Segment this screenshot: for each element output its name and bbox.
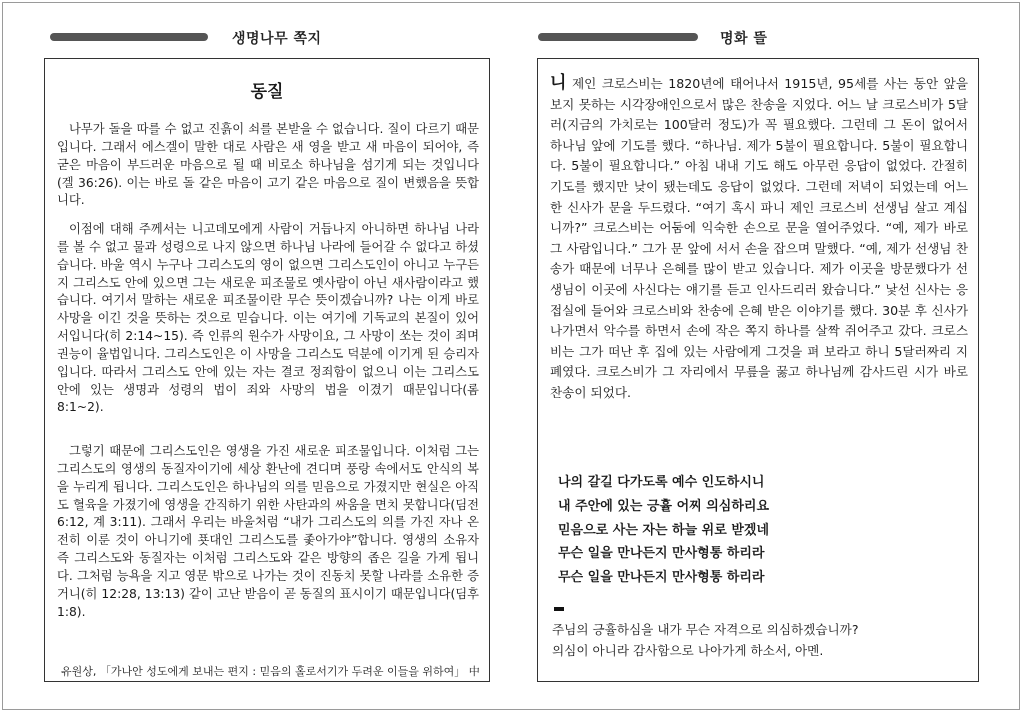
story-drop-cap: 니	[550, 73, 567, 93]
prayer-line: 의심이 아니라 감사함으로 나아가게 하소서, 아멘.	[552, 643, 824, 658]
section-label-left: 생명나무 쪽지	[232, 31, 322, 47]
prayer-line: 주님의 긍휼하심을 내가 무슨 자격으로 의심하겠습니까?	[552, 622, 859, 637]
article-title: 동질	[250, 82, 284, 102]
left-article-box	[44, 58, 490, 682]
article-paragraph-2: 이점에 대해 주께서는 니고데모에게 사람이 거듭나지 아니하면 하나님 나라를 볼 수 없고 물과 성령으로 나지 않으면 하나님 나라에 들어갈 수 없다고 하셨습니다. 바울 역시 누구나 그리스도의 영이 없으면 그리스도인이 아니고 누구든지 그리스도 안에 있으면 그는 새로운 피조물로 옛사람이 아닌 새사람이라고 했습니다. 여기서 말하는 새로운 피조물이란 무슨 뜻이겠습니까? 나는 이게 바로 사망을 이긴 것을 뜻하는 것으로 믿습니다. 이는 여기에 기독교의 본질이 있어서입니다(히 2:14~15). 즉 인류의 원수가 사망이요, 그 사망이 쏘는 것이 죄며 권능이 율법입니다. 그리스도인은 이 사망을 그리스도 덕분에 이기게 된 승리자입니다. 따라서 그리스도 안에 있는 자는 결코 정죄함이 없으니 이는 그리스도 안에 있는 생명과 성령의 법이 죄와 사망의 법을 이겼기 때문입니다(롬 8:1~2).	[57, 222, 479, 415]
hymn-lyrics	[558, 471, 769, 590]
story-body: 제인 크로스비는 1820년에 태어나서 1915년, 95세를 사는 동안 앞을 보지 못하는 시각장애인으로서 많은 찬송을 지었다. 어느 날 크로스비가 5달러(지금의 가치로는 100달러 정도)가 꼭 필요했다. 그런데 그 돈이 없어서 하나님 앞에 기도를 했다. “하나님. 제가 5불이 필요합니다. 5불이 필요합니다. 5불이 필요합니다.” 아침 내내 기도 해도 아무런 응답이 없었다. 간절히 기도를 했지만 낮이 됐는데도 응답이 없었다. 그런데 저녁이 되었는데 어느 한 신사가 문을 두드렸다. “여기 혹시 파니 제인 크로스비 선생님 살고 계십니까?” 크로스비는 어둠에 익숙한 손으로 문을 열어주었다. “예, 제가 바로 그 사람입니다.” 그가 문 앞에 서서 손을 잡으며 말했다. “예, 제가 선생님 찬송가 때문에 너무나 은혜를 많이 받고 있습니다. 제가 이곳을 방문했다가 선생님이 이곳에 사신다는 얘기를 듣고 인사드리러 왔습니다.” 낯선 신사는 응접실에 들어와 크로스비와 찬송에 은혜 받은 이야기를 했다. 30분 후 신사가 나가면서 악수를 하면서 손에 작은 쪽지 하나를 살짝 쥐어주고 갔다. 크로스비는 그가 떠난 후 집에 있는 사람에게 그것을 펴 보라고 하니 5달러짜리 지폐였다. 크로스비가 그 자리에서 무릎을 꿇고 하나님께 감사드린 시가 바로 찬송이 되었다.	[550, 76, 968, 400]
hymn-line: 무슨 일을 만나든지 만사형통 하리라	[558, 546, 765, 562]
section-label-right: 명화 뜰	[720, 31, 768, 47]
article-paragraph-3: 그렇기 때문에 그리스도인은 영생을 가진 새로운 피조물입니다. 이처럼 그는 그리스도의 영생의 동질자이기에 세상 환난에 견디며 풍랑 속에서도 안식의 복을 누리게 됩니다. 그리스도인은 하나님의 의를 믿음으로 가졌지만 현실은 아직도 혈육을 가졌기에 영생을 간직하기 위한 사탄과의 싸움을 면치 못합니다(딤전 6:12, 계 3:11). 그래서 우리는 바울처럼 “내가 그리스도의 의를 가진 자나 온전히 이룬 것이 아니기에 푯대인 그리스도를 좇아가야”합니다. 영생의 소유자 즉 그리스도와 동질자는 이처럼 그리스도와 같은 방향의 좁은 길을 가게 됩니다. 그처럼 능욕을 지고 영문 밖으로 나가는 것이 진동치 못할 나라를 소유한 증거니(히 12:28, 13:13) 같이 고난 받음이 곧 동질의 표시이기 때문입니다(딤후 1:8).	[57, 444, 479, 619]
hymn-line: 내 주안에 있는 긍휼 어찌 의심하리요	[558, 498, 769, 514]
hymn-line: 믿음으로 사는 자는 하늘 위로 받겠네	[558, 522, 769, 538]
hymn-line: 무슨 일을 만나든지 만사형통 하리라	[558, 570, 765, 586]
header-bar-right	[538, 33, 698, 41]
article-source: 유원상, 「가나안 성도에게 보내는 편지 : 믿음의 홀로서기가 두려운 이들을 위하여」 中	[61, 665, 480, 678]
prayer-marker	[554, 607, 564, 611]
prayer	[552, 619, 859, 661]
right-article-box	[537, 58, 979, 682]
header-bar-left	[50, 33, 208, 41]
story-text	[550, 73, 968, 404]
hymn-line: 나의 갈길 다가도록 예수 인도하시니	[558, 475, 765, 490]
article-paragraph-1: 나무가 돌을 따를 수 없고 진흙이 쇠를 본받을 수 없습니다. 질이 다르기 때문입니다. 그래서 에스겔이 말한 대로 사람은 새 영을 받고 새 마음이 되어야, 즉 굳은 마음이 부드러운 마음으로 될 때 비로소 하나님을 섬기게 되는 것입니다(겔 36:26). 이는 바로 돌 같은 마음이 고기 같은 마음으로 질이 변했음을 뜻합니다.	[57, 122, 479, 208]
